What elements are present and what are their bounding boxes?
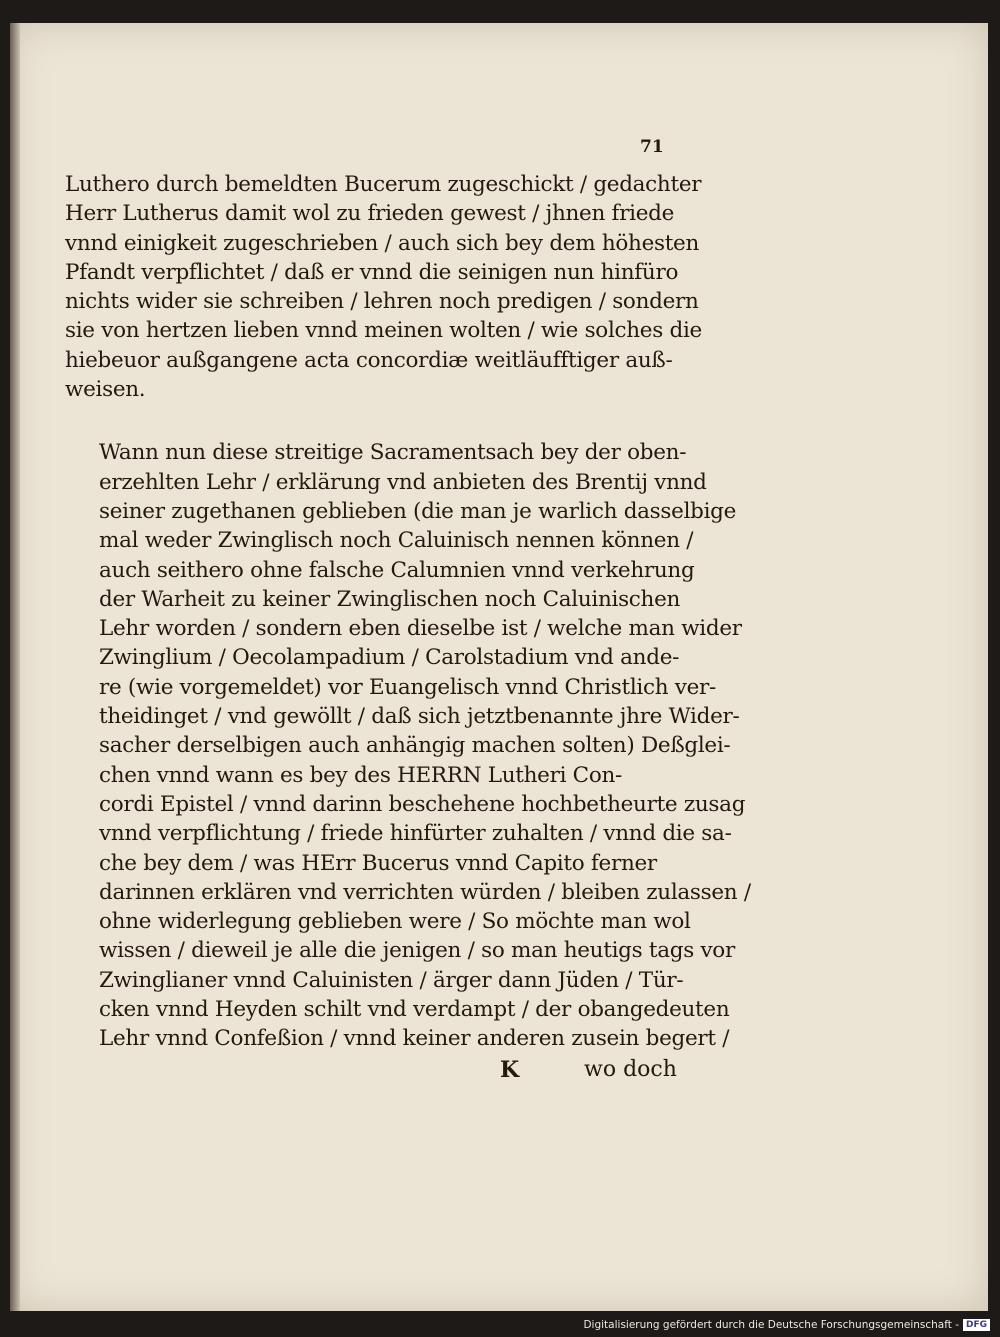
text-line: sacher derselbigen auch anhängig machen solten) Deßglei-	[99, 733, 731, 759]
text-line: Zwinglianer vnnd Caluinisten / ärger dann Jüden / Tür-	[99, 967, 684, 993]
text-line: darinnen erklären vnd verrichten würden / bleiben zulassen /	[99, 879, 751, 905]
text-line: hiebeuor außgangene acta concordiæ weitläufftiger auß-	[65, 347, 673, 373]
text-line: Zwinglium / Oecolampadium / Carolstadium vnd ande-	[99, 645, 680, 671]
text-line: cordi Epistel / vnnd darinn beschehene hochbetheurte zusag	[99, 791, 746, 817]
text-line: cken vnnd Heyden schilt vnd verdampt / der obangedeuten	[99, 997, 730, 1023]
digitization-credit	[583, 1319, 990, 1331]
catchword: wo doch	[584, 1057, 677, 1082]
text-line: chen vnnd wann es bey des HERRN Lutheri Con-	[99, 762, 622, 788]
page-gutter	[10, 23, 20, 1311]
dfg-logo: DFG	[963, 1319, 990, 1331]
paragraph-1	[65, 170, 702, 404]
text-line: Pfandt verpflichtet / daß er vnnd die seinigen nun hinfüro	[65, 259, 679, 285]
text-line: erzehlten Lehr / erklärung vnd anbieten des Brentij vnnd	[99, 469, 707, 495]
text-line: re (wie vorgemeldet) vor Euangelisch vnnd Christlich ver-	[99, 674, 717, 700]
text-line: nichts wider sie schreiben / lehren noch predigen / sondern	[65, 289, 699, 315]
body-text	[65, 170, 751, 1054]
text-line: der Warheit zu keiner Zwinglischen noch Caluinischen	[99, 586, 681, 612]
text-line: Lehr vnnd Confeßion / vnnd keiner anderen zusein begert /	[99, 1026, 730, 1052]
text-line: theidinget / vnd gewöllt / daß sich jetztbenannte jhre Wider-	[99, 704, 740, 730]
page-number: 71	[640, 137, 664, 157]
text-line: ohne widerlegung geblieben were / So möchte man wol	[99, 909, 691, 935]
text-line: Herr Lutherus damit wol zu frieden gewest / jhnen friede	[65, 201, 675, 227]
text-line: vnnd verpflichtung / friede hinfürter zuhalten / vnnd die sa-	[99, 821, 732, 847]
text-line: sie von hertzen lieben vnnd meinen wolten / wie solches die	[65, 318, 702, 344]
text-line: Wann nun diese streitige Sacramentsach bey der oben-	[99, 440, 687, 466]
text-line: che bey dem / was HErr Bucerus vnnd Capito ferner	[99, 850, 657, 876]
text-line: mal weder Zwinglisch noch Caluinisch nennen können /	[99, 528, 694, 554]
text-line: auch seithero ohne falsche Calumnien vnnd verkehrung	[99, 557, 695, 583]
paragraph-2	[65, 438, 751, 1053]
text-line: weisen.	[65, 377, 146, 403]
text-line: wissen / dieweil je alle die jenigen / so man heutigs tags vor	[99, 938, 735, 964]
credit-text: Digitalisierung gefördert durch die Deutsche Forschungsgemeinschaft -	[583, 1319, 959, 1331]
text-line: vnnd einigkeit zugeschrieben / auch sich bey dem höhesten	[65, 230, 700, 256]
text-line: Lehr worden / sondern eben dieselbe ist / welche man wider	[99, 616, 742, 642]
text-line: seiner zugethanen geblieben (die man je warlich dasselbige	[99, 498, 737, 524]
signature-mark: K	[500, 1057, 520, 1083]
text-line: Luthero durch bemeldten Bucerum zugeschickt / gedachter	[65, 172, 702, 197]
